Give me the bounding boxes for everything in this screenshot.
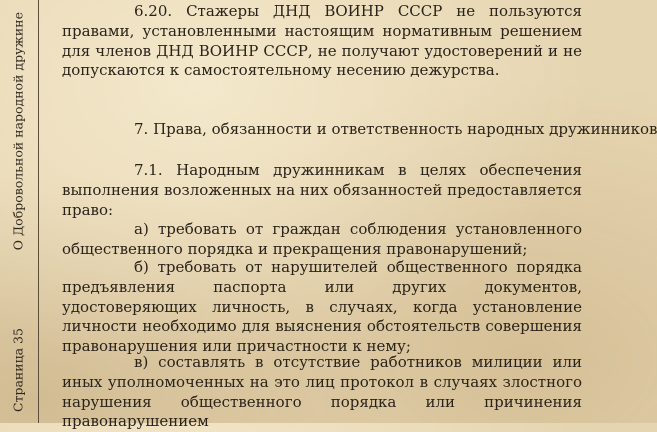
list-item-v: в) составлять в отсутствие работников милиции или иных уполномоченных на это лиц протокол в случаях злостного нарушения общественного порядка или причинения правонарушением [62, 353, 582, 431]
list-item-b: б) требовать от нарушителей общественного порядка предъявления паспорта или других документов, удостоверяющих личность, в случаях, когда установление личности необходимо для выяснения обстоятельств совершения правонарушения или причастности к нему; [62, 258, 582, 356]
margin-divider-line [38, 0, 39, 423]
paragraph-7-1: 7.1. Народным дружинникам в целях обеспечения выполнения возложенных на них обязанностей предоставляется право: [62, 161, 582, 219]
document-body [62, 0, 657, 431]
page-margin-strip [0, 0, 38, 423]
paragraph-6-20: 6.20. Стажеры ДНД ВОИНР СССР не пользуются правами, установленными настоящим нормативным решением для членов ДНД ВОИНР СССР, не получают удостоверений и не допускаются к самостоятельному несению дежурства. [62, 2, 582, 80]
list-item-a: а) требовать от граждан соблюдения установленного общественного порядка и прекращения правонарушений; [62, 220, 582, 258]
section-7-heading: 7. Права, обязанности и ответственность народных дружинников [134, 120, 657, 138]
vertical-running-header [11, 12, 26, 412]
page-number-label: Страница 35 [10, 328, 26, 412]
book-title-label: О Добровольной народной дружине [10, 12, 26, 251]
